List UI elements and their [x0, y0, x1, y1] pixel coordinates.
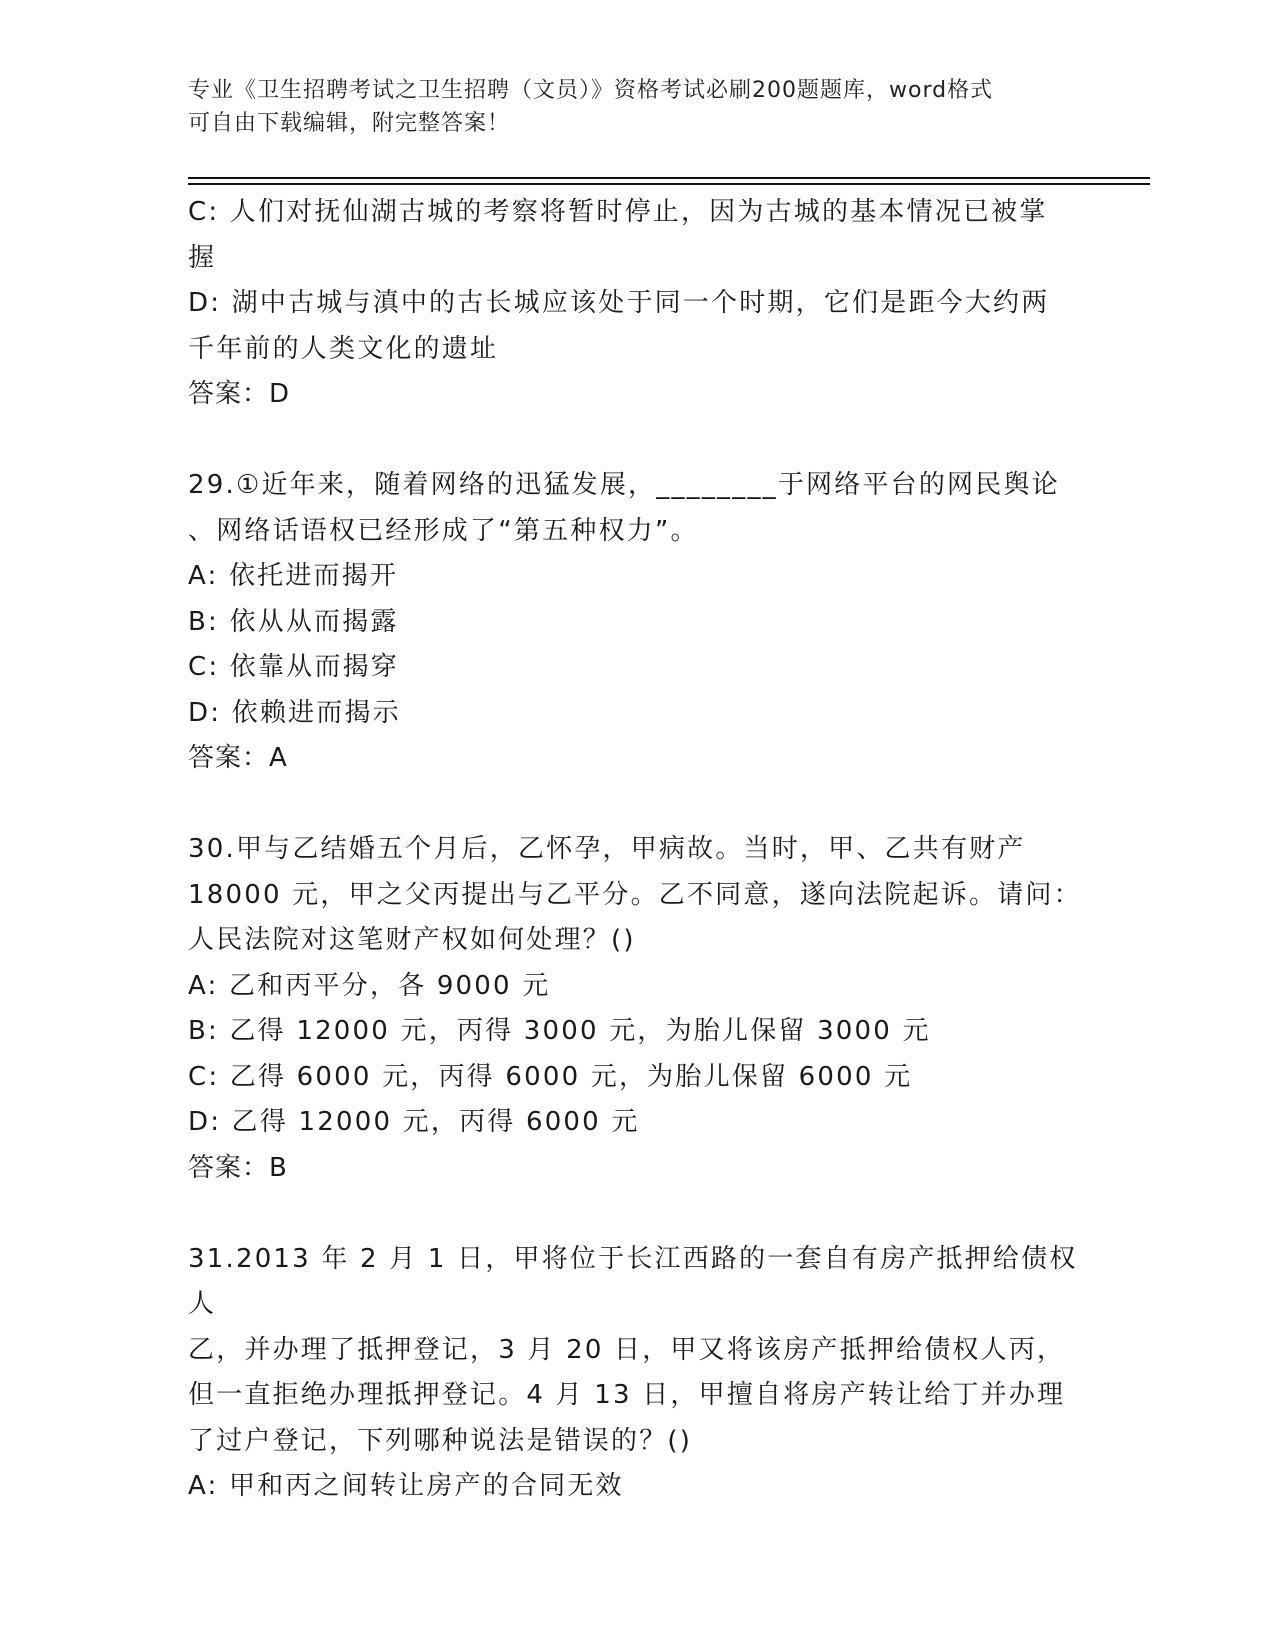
spacer — [188, 1191, 1088, 1237]
question-28-tail — [188, 190, 1088, 418]
document-header — [188, 74, 1088, 140]
option-d: D: 依赖进而揭示 — [188, 697, 401, 728]
question-29 — [188, 463, 1088, 782]
option-d: D: 湖中古城与滇中的古长城应该处于同一个时期，它们是距今大约两 — [188, 288, 1050, 318]
question-stem-continued: 乙，并办理了抵押登记，3 月 20 日，甲又将该房产抵押给债权人丙， — [188, 1334, 1066, 1365]
question-stem: 29.①近年来，随着网络的迅猛发展，________于网络平台的网民舆论 — [188, 470, 1060, 500]
answer-line: 答案：D — [188, 379, 291, 409]
question-30 — [188, 827, 1088, 1191]
answer-line: 答案：B — [188, 1152, 288, 1183]
option-c-continued: 握 — [188, 242, 217, 273]
header-divider-bottom — [188, 183, 1150, 185]
option-d: D: 乙得 12000 元，丙得 6000 元 — [188, 1107, 640, 1137]
header-subtitle-line: 可自由下载编辑，附完整答案！ — [188, 111, 511, 136]
question-stem-continued: 但一直拒绝办理抵押登记。4 月 13 日，甲擅自将房产转让给丁并办理 — [188, 1380, 1066, 1410]
question-stem-continued: 了过户登记，下列哪种说法是错误的？() — [188, 1425, 693, 1456]
option-a: A: 依托进而揭开 — [188, 561, 399, 591]
option-c: C: 依靠从而揭穿 — [188, 652, 399, 682]
question-stem-continued: 人民法院对这笔财产权如何处理？() — [188, 925, 636, 955]
spacer — [188, 418, 1088, 464]
option-b: B: 依从从而揭露 — [188, 606, 399, 637]
question-stem-continued: 18000 元，甲之父丙提出与乙平分。乙不同意，遂向法院起诉。请问： — [188, 879, 1082, 910]
document-body — [188, 190, 1088, 1510]
option-a: A: 甲和丙之间转让房产的合同无效 — [188, 1471, 624, 1501]
option-d-continued: 千年前的人类文化的遗址 — [188, 333, 499, 364]
header-divider-top — [188, 177, 1150, 179]
answer-line: 答案：A — [188, 743, 288, 773]
option-b: B: 乙得 12000 元，丙得 3000 元，为胎儿保留 3000 元 — [188, 1016, 931, 1046]
question-31 — [188, 1237, 1088, 1510]
option-c: C: 人们对抚仙湖古城的考察将暂时停止，因为古城的基本情况已被掌 — [188, 197, 1048, 227]
question-stem: 31.2013 年 2 月 1 日，甲将位于长江西路的一套自有房产抵押给债权人 — [188, 1243, 1078, 1319]
question-stem: 30.甲与乙结婚五个月后，乙怀孕，甲病故。当时，甲、乙共有财产 — [188, 834, 1026, 864]
option-a: A: 乙和丙平分，各 9000 元 — [188, 970, 551, 1001]
header-title-line: 专业《卫生招聘考试之卫生招聘（文员）》资格考试必刷200题题库，word格式 — [188, 78, 994, 103]
question-stem-continued: 、网络话语权已经形成了“第五种权力”。 — [188, 515, 699, 546]
spacer — [188, 782, 1088, 828]
option-c: C: 乙得 6000 元，丙得 6000 元，为胎儿保留 6000 元 — [188, 1061, 913, 1092]
